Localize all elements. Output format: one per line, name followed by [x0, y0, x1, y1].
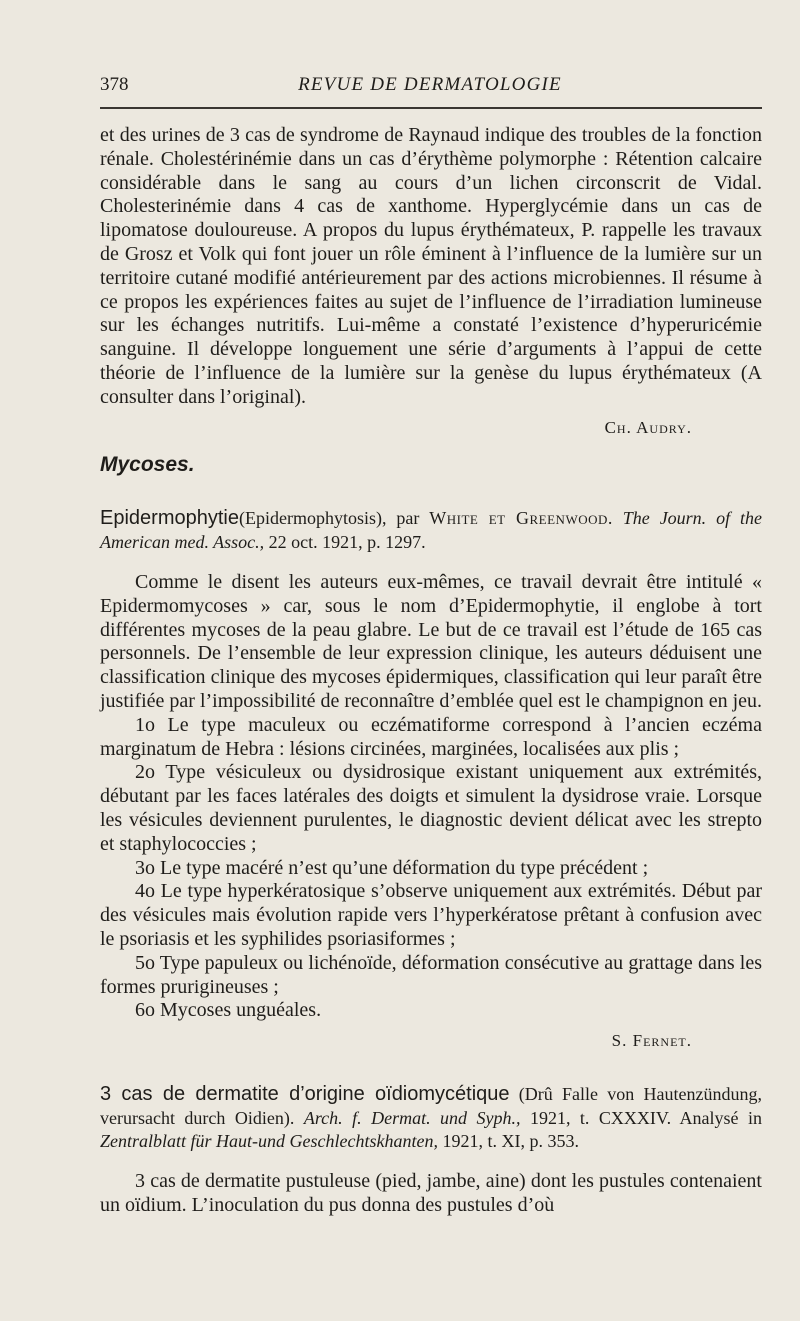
abstract-paragraph: Comme le disent les auteurs eux-mêmes, ce travail devrait être intitulé « Epidermomycoses » car, sous le nom d’Epidermophytie, il englobe à tort différentes mycoses de la peau glabre. Le but de ce travail est l’étude de 165 cas personnels. De l’ensemble de leur expression clinique, les auteurs déduisent une classification clinique des mycoses épidermiques, classification qui leur paraît être justifiée par l’impossibilité de reconnaître d’emblée quel est le champignon en jeu. — [100, 570, 763, 712]
bibliographic-entry-oidiomycetique — [100, 1083, 762, 1154]
entry-journal: Arch. f. Dermat. und Syph., — [303, 1107, 521, 1128]
page-number: 378 — [100, 74, 129, 95]
entry-journal: The Journ. of the American med. Assoc., — [100, 508, 762, 553]
entry-subtitle: (Epidermophytosis), par — [238, 508, 430, 529]
list-item: 4o Le type hyperkératosique s’observe uniquement aux extrémités. Début par des vésicules mais évolution rapide vers l’hyperkératose prêtant à confusion avec le psoriasis et les syphilides psoriasiformes ; — [100, 880, 762, 950]
list-item: 2o Type vésiculeux ou dysidrosique existant uniquement aux extrémités, débutant par les faces latérales des doigts et simulent la dysidrose vraie. Lorsque les vésicules deviennent purulentes, le diagnostic devient délicat avec les strepto et staphylococcies ; — [100, 761, 762, 855]
list-item: 1o Le type maculeux ou eczématiforme correspond à l’ancien eczéma marginatum de Hebra : lésions circinées, marginées, localisées aux plis ; — [100, 713, 762, 760]
entry-reference: (Drû Falle von Hautenzündung, verursacht durch Oidien). — [100, 1083, 762, 1128]
entry-authors: White et Greenwood. — [429, 508, 613, 529]
entry-reference: 1921, t. XI, p. 353. — [437, 1131, 579, 1152]
entry-title: Epidermophytie — [100, 507, 239, 530]
signature-fernet: S. Fernet. — [611, 1031, 692, 1051]
entry-title: 3 cas de dermatite d’origine oïdiomycétique — [100, 1082, 510, 1105]
page-header — [100, 74, 760, 100]
list-item: 5o Type papuleux ou lichénoïde, déformation consécutive au grattage dans les formes prurigineuses ; — [100, 951, 762, 998]
running-title: REVUE DE DERMATOLOGIE — [298, 74, 562, 95]
list-item: 6o Mycoses unguéales. — [135, 999, 322, 1022]
bibliographic-entry-epidermophytie — [100, 507, 762, 555]
abstract-paragraph: 3 cas de dermatite pustuleuse (pied, jambe, aine) dont les pustules contenaient un oïdium. L’inoculation du pus donna des pustules d’où — [100, 1170, 762, 1217]
header-rule — [100, 107, 762, 109]
signature-audry: Ch. Audry. — [604, 417, 692, 437]
page-body — [100, 124, 762, 1218]
entry-reference: 1921, t. CXXXIV. Analysé in — [520, 1107, 762, 1128]
list-item: 3o Le type macéré n’est qu’une déformation du type précédent ; — [135, 856, 649, 879]
paragraph-continuation: et des urines de 3 cas de syndrome de Raynaud indique des troubles de la fonction rénale. Cholestérinémie dans un cas d’érythème polymorphe : Rétention calcaire considérable dans le sang au cours d’un lichen circonscrit de Vidal. Cholesterinémie dans 4 cas de xanthome. Hyperglycémie dans un cas de lipomatose douloureuse. A propos du lupus érythémateux, P. rappelle les travaux de Grosz et Volk qui font jouer un rôle éminent à l’influence de la lumière sur un territoire cutané modifié antérieurement par des actions microbiennes. Il résume à ce propos les expériences faites au sujet de l’influence de l’irradiation lumineuse sur les échanges nutritifs. Lui-même a constaté l’existence d’hyperuricémie sanguine. Il développe longuement une série d’arguments à l’appui de cette théorie de l’influence de la lumière sur la genèse du lupus érythémateux (A consulter dans l’original). — [100, 124, 762, 408]
section-heading-mycoses: Mycoses. — [100, 453, 195, 477]
entry-journal: Zentralblatt für Haut-und Geschlechtskhanten, — [100, 1131, 438, 1152]
entry-citation: 22 oct. 1921, p. 1297. — [264, 532, 426, 553]
